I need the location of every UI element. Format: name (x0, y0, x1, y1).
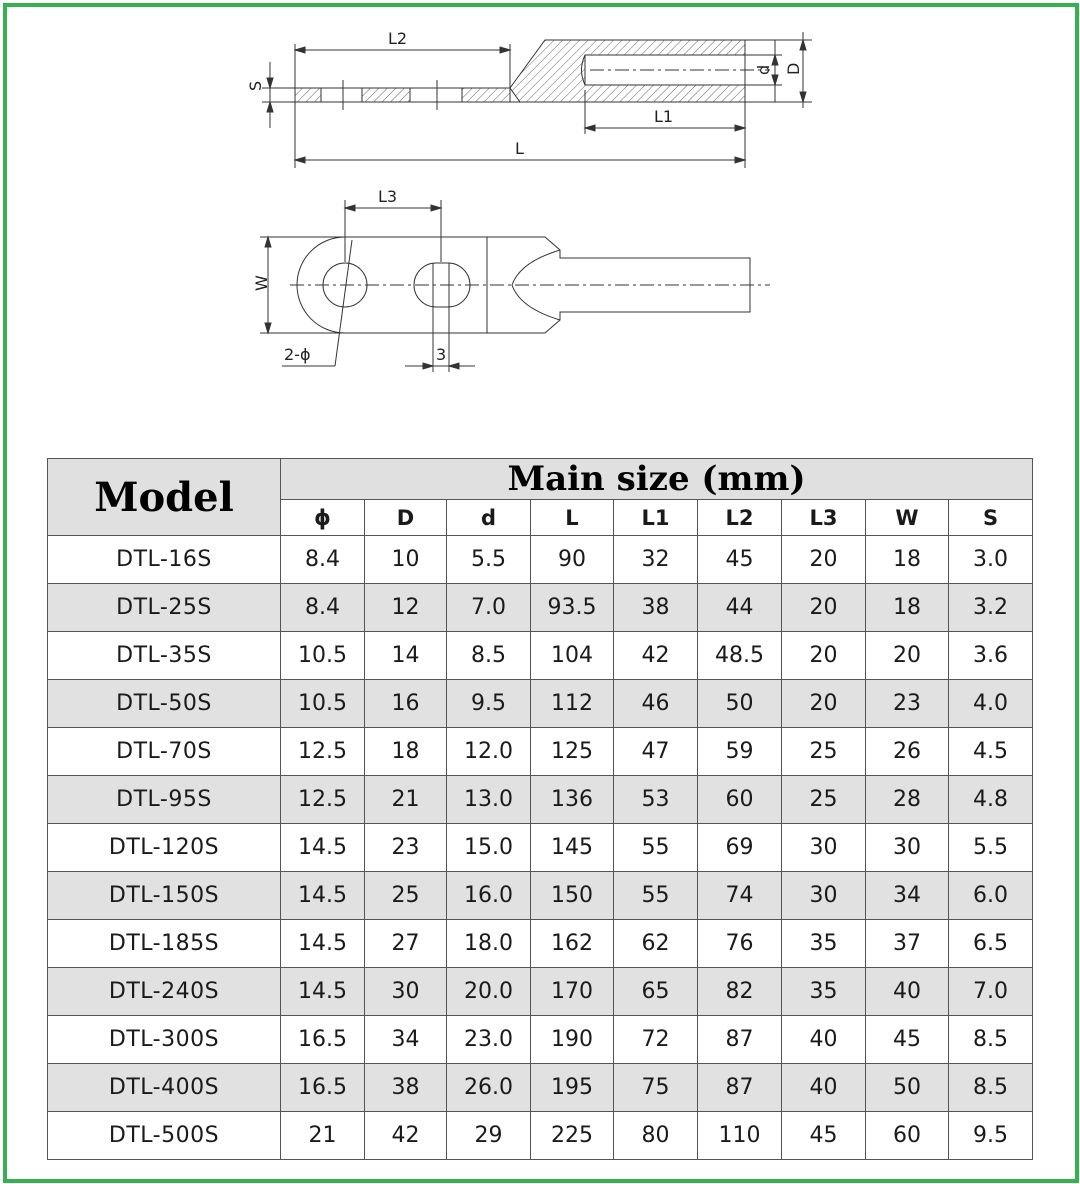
label-d-inner: d (754, 64, 773, 75)
table-row (48, 632, 1033, 680)
label-l1: L1 (654, 107, 674, 126)
table-row (48, 728, 1033, 776)
table-row (48, 680, 1033, 728)
value-cell: 10.5 (281, 632, 365, 680)
value-cell: 18 (866, 536, 949, 584)
value-cell: 10.5 (281, 680, 365, 728)
label-w: W (252, 275, 271, 291)
label-three: 3 (436, 345, 447, 364)
model-cell: DTL-50S (48, 680, 281, 728)
value-cell: 59 (698, 728, 782, 776)
value-cell: 125 (531, 728, 614, 776)
column-header: L1 (614, 500, 698, 536)
model-cell: DTL-185S (48, 920, 281, 968)
value-cell: 30 (365, 968, 447, 1016)
column-header: L (531, 500, 614, 536)
value-cell: 45 (866, 1016, 949, 1064)
table-row (48, 920, 1033, 968)
table-row (48, 776, 1033, 824)
value-cell: 26 (866, 728, 949, 776)
value-cell: 136 (531, 776, 614, 824)
value-cell: 4.8 (949, 776, 1033, 824)
model-cell: DTL-400S (48, 1064, 281, 1112)
value-cell: 195 (531, 1064, 614, 1112)
value-cell: 69 (698, 824, 782, 872)
table-row (48, 1112, 1033, 1160)
value-cell: 9.5 (447, 680, 531, 728)
value-cell: 20.0 (447, 968, 531, 1016)
value-cell: 9.5 (949, 1112, 1033, 1160)
table-row (48, 824, 1033, 872)
value-cell: 45 (698, 536, 782, 584)
model-cell: DTL-240S (48, 968, 281, 1016)
value-cell: 16.5 (281, 1064, 365, 1112)
value-cell: 30 (782, 824, 866, 872)
table-row (48, 968, 1033, 1016)
value-cell: 23.0 (447, 1016, 531, 1064)
value-cell: 37 (866, 920, 949, 968)
column-header: ϕ (281, 500, 365, 536)
value-cell: 65 (614, 968, 698, 1016)
value-cell: 162 (531, 920, 614, 968)
model-cell: DTL-25S (48, 584, 281, 632)
value-cell: 35 (782, 968, 866, 1016)
value-cell: 53 (614, 776, 698, 824)
value-cell: 21 (365, 776, 447, 824)
value-cell: 18 (866, 584, 949, 632)
value-cell: 93.5 (531, 584, 614, 632)
value-cell: 16 (365, 680, 447, 728)
label-d-outer: D (784, 62, 803, 75)
table-row (48, 584, 1033, 632)
value-cell: 25 (782, 776, 866, 824)
value-cell: 6.5 (949, 920, 1033, 968)
value-cell: 48.5 (698, 632, 782, 680)
value-cell: 40 (866, 968, 949, 1016)
value-cell: 6.0 (949, 872, 1033, 920)
label-l3: L3 (378, 187, 398, 206)
value-cell: 38 (365, 1064, 447, 1112)
value-cell: 44 (698, 584, 782, 632)
value-cell: 40 (782, 1064, 866, 1112)
value-cell: 8.5 (447, 632, 531, 680)
value-cell: 190 (531, 1016, 614, 1064)
value-cell: 50 (866, 1064, 949, 1112)
value-cell: 14.5 (281, 824, 365, 872)
technical-drawing (0, 0, 1080, 440)
column-header: D (365, 500, 447, 536)
value-cell: 75 (614, 1064, 698, 1112)
table-row (48, 1064, 1033, 1112)
column-header: L3 (782, 500, 866, 536)
value-cell: 62 (614, 920, 698, 968)
value-cell: 112 (531, 680, 614, 728)
value-cell: 29 (447, 1112, 531, 1160)
value-cell: 47 (614, 728, 698, 776)
value-cell: 8.4 (281, 536, 365, 584)
value-cell: 74 (698, 872, 782, 920)
value-cell: 104 (531, 632, 614, 680)
value-cell: 30 (866, 824, 949, 872)
value-cell: 55 (614, 872, 698, 920)
value-cell: 15.0 (447, 824, 531, 872)
value-cell: 5.5 (447, 536, 531, 584)
table-row (48, 872, 1033, 920)
value-cell: 60 (698, 776, 782, 824)
label-l: L (515, 139, 524, 158)
value-cell: 82 (698, 968, 782, 1016)
value-cell: 42 (614, 632, 698, 680)
value-cell: 40 (782, 1016, 866, 1064)
spec-table (47, 458, 1033, 1160)
model-cell: DTL-120S (48, 824, 281, 872)
value-cell: 10 (365, 536, 447, 584)
value-cell: 170 (531, 968, 614, 1016)
model-cell: DTL-500S (48, 1112, 281, 1160)
table-body (48, 536, 1033, 1160)
value-cell: 20 (782, 680, 866, 728)
value-cell: 80 (614, 1112, 698, 1160)
value-cell: 3.6 (949, 632, 1033, 680)
model-header: Model (48, 459, 281, 536)
column-header: S (949, 500, 1033, 536)
value-cell: 27 (365, 920, 447, 968)
model-cell: DTL-16S (48, 536, 281, 584)
value-cell: 46 (614, 680, 698, 728)
label-hole: 2-ϕ (284, 345, 311, 364)
value-cell: 16.0 (447, 872, 531, 920)
value-cell: 34 (365, 1016, 447, 1064)
value-cell: 12.5 (281, 728, 365, 776)
value-cell: 5.5 (949, 824, 1033, 872)
value-cell: 12.0 (447, 728, 531, 776)
value-cell: 60 (866, 1112, 949, 1160)
value-cell: 8.5 (949, 1016, 1033, 1064)
value-cell: 3.0 (949, 536, 1033, 584)
value-cell: 8.4 (281, 584, 365, 632)
column-header: W (866, 500, 949, 536)
value-cell: 14.5 (281, 872, 365, 920)
value-cell: 25 (782, 728, 866, 776)
value-cell: 145 (531, 824, 614, 872)
value-cell: 26.0 (447, 1064, 531, 1112)
value-cell: 18.0 (447, 920, 531, 968)
value-cell: 87 (698, 1064, 782, 1112)
value-cell: 18 (365, 728, 447, 776)
value-cell: 3.2 (949, 584, 1033, 632)
value-cell: 20 (782, 632, 866, 680)
value-cell: 16.5 (281, 1016, 365, 1064)
model-cell: DTL-70S (48, 728, 281, 776)
value-cell: 14.5 (281, 920, 365, 968)
value-cell: 23 (866, 680, 949, 728)
model-cell: DTL-300S (48, 1016, 281, 1064)
label-l2: L2 (388, 29, 408, 48)
value-cell: 4.5 (949, 728, 1033, 776)
value-cell: 45 (782, 1112, 866, 1160)
value-cell: 7.0 (949, 968, 1033, 1016)
value-cell: 76 (698, 920, 782, 968)
value-cell: 14 (365, 632, 447, 680)
table-row (48, 1016, 1033, 1064)
value-cell: 20 (782, 536, 866, 584)
value-cell: 25 (365, 872, 447, 920)
value-cell: 14.5 (281, 968, 365, 1016)
value-cell: 110 (698, 1112, 782, 1160)
value-cell: 20 (782, 584, 866, 632)
value-cell: 8.5 (949, 1064, 1033, 1112)
value-cell: 28 (866, 776, 949, 824)
value-cell: 12 (365, 584, 447, 632)
value-cell: 20 (866, 632, 949, 680)
model-cell: DTL-95S (48, 776, 281, 824)
value-cell: 4.0 (949, 680, 1033, 728)
value-cell: 42 (365, 1112, 447, 1160)
value-cell: 32 (614, 536, 698, 584)
top-view (290, 237, 770, 333)
value-cell: 225 (531, 1112, 614, 1160)
value-cell: 72 (614, 1016, 698, 1064)
main-size-header: Main size (mm) (281, 459, 1033, 500)
value-cell: 35 (782, 920, 866, 968)
column-header: d (447, 500, 531, 536)
model-cell: DTL-35S (48, 632, 281, 680)
value-cell: 150 (531, 872, 614, 920)
column-header: L2 (698, 500, 782, 536)
value-cell: 38 (614, 584, 698, 632)
value-cell: 87 (698, 1016, 782, 1064)
value-cell: 30 (782, 872, 866, 920)
value-cell: 21 (281, 1112, 365, 1160)
value-cell: 12.5 (281, 776, 365, 824)
value-cell: 13.0 (447, 776, 531, 824)
value-cell: 50 (698, 680, 782, 728)
table-row (48, 536, 1033, 584)
value-cell: 23 (365, 824, 447, 872)
model-cell: DTL-150S (48, 872, 281, 920)
value-cell: 55 (614, 824, 698, 872)
value-cell: 90 (531, 536, 614, 584)
value-cell: 7.0 (447, 584, 531, 632)
label-s: S (246, 80, 265, 91)
value-cell: 34 (866, 872, 949, 920)
